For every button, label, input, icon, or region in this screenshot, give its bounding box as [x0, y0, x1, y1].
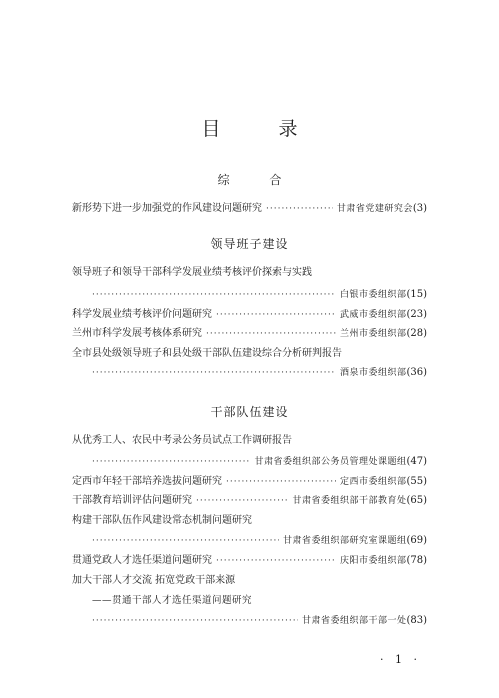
toc-entry[interactable]	[72, 475, 427, 489]
entry-page: (55)	[406, 476, 427, 487]
entry-title: 贯通党政人才选任渠道问题研究	[72, 555, 212, 566]
entry-source: 白银市委组织部	[339, 290, 407, 300]
toc-entry[interactable]	[72, 327, 427, 341]
entry-page: (36)	[406, 367, 427, 378]
dot-leader	[266, 203, 333, 216]
dot-leader	[196, 495, 288, 508]
entry-title: 干部教育培训评估问题研究	[72, 495, 192, 506]
entry-page: (15)	[406, 289, 427, 300]
entry-subtitle: ——贯通干部人才选任渠道问题研究	[92, 595, 253, 606]
entry-title[interactable]: 构建干部队伍作风建设常态机制问题研究	[72, 515, 252, 526]
entry-page: (69)	[406, 535, 427, 546]
section-heading-ldbz: 领导班子建设	[210, 237, 289, 251]
entry-title: 定西市年轻干部培养选拔问题研究	[72, 476, 222, 487]
entry-source: 兰州市委组织部	[339, 329, 407, 339]
toc-entry[interactable]	[72, 494, 427, 508]
entry-source: 甘肃省委组织部干部教育处	[292, 496, 407, 506]
entry-page: (78)	[406, 555, 427, 566]
section-heading-zonghe: 综 合	[217, 173, 300, 187]
entry-title: 科学发展业绩考核评价问题研究	[72, 309, 212, 320]
page-title: 目 录	[201, 118, 324, 140]
toc-entry[interactable]	[92, 366, 427, 380]
dot-leader	[92, 615, 298, 628]
entry-title: 兰州市科学发展考核体系研究	[72, 328, 202, 339]
entry-title[interactable]: 从优秀工人、农民中考录公务员试点工作调研报告	[72, 435, 292, 446]
dot-leader	[92, 535, 279, 548]
entry-page: (28)	[406, 328, 427, 339]
dot-leader	[216, 309, 336, 322]
entry-title[interactable]: 全市县处级领导班子和县处级干部队伍建设综合分析研判报告	[72, 348, 342, 359]
entry-source: 甘肃省委组织部干部一处	[301, 616, 407, 626]
dot-leader	[226, 476, 336, 489]
toc-entry[interactable]	[92, 614, 427, 628]
dot-leader	[216, 555, 336, 568]
entry-page: (65)	[406, 495, 427, 506]
entry-title[interactable]: 加大干部人才交流 拓宽党政干部来源	[72, 575, 236, 586]
toc-entry[interactable]	[72, 202, 427, 216]
entry-page: (3)	[412, 203, 427, 214]
entry-source: 定西市委组织部	[339, 477, 407, 487]
toc-entry[interactable]	[92, 534, 427, 548]
dot-leader	[92, 367, 336, 380]
entry-title: 新形势下进一步加强党的作风建设问题研究	[72, 203, 262, 214]
entry-source: 甘肃省委组织部公务员管理处课题组	[254, 457, 407, 467]
entry-page: (47)	[406, 456, 427, 467]
entry-page: (83)	[406, 615, 427, 626]
entry-source: 甘肃省委组织部研究室课题组	[282, 536, 407, 546]
dot-leader	[92, 456, 250, 469]
entry-source: 甘肃省党建研究会	[336, 204, 413, 214]
toc-entry[interactable]	[72, 554, 427, 568]
dot-leader	[92, 289, 336, 302]
toc-entry[interactable]	[92, 288, 427, 302]
toc-entry[interactable]	[72, 308, 427, 322]
toc-entry[interactable]	[92, 455, 427, 469]
section-heading-gbdw: 干部队伍建设	[210, 405, 289, 419]
entry-source: 武威市委组织部	[339, 310, 407, 320]
entry-source: 庆阳市委组织部	[339, 556, 407, 566]
entry-source: 酒泉市委组织部	[339, 368, 407, 378]
page-number: · 1 ·	[380, 653, 421, 666]
entry-page: (23)	[406, 309, 427, 320]
entry-title[interactable]: 领导班子和领导干部科学发展业绩考核评价探索与实践	[72, 267, 312, 278]
dot-leader	[206, 328, 336, 341]
